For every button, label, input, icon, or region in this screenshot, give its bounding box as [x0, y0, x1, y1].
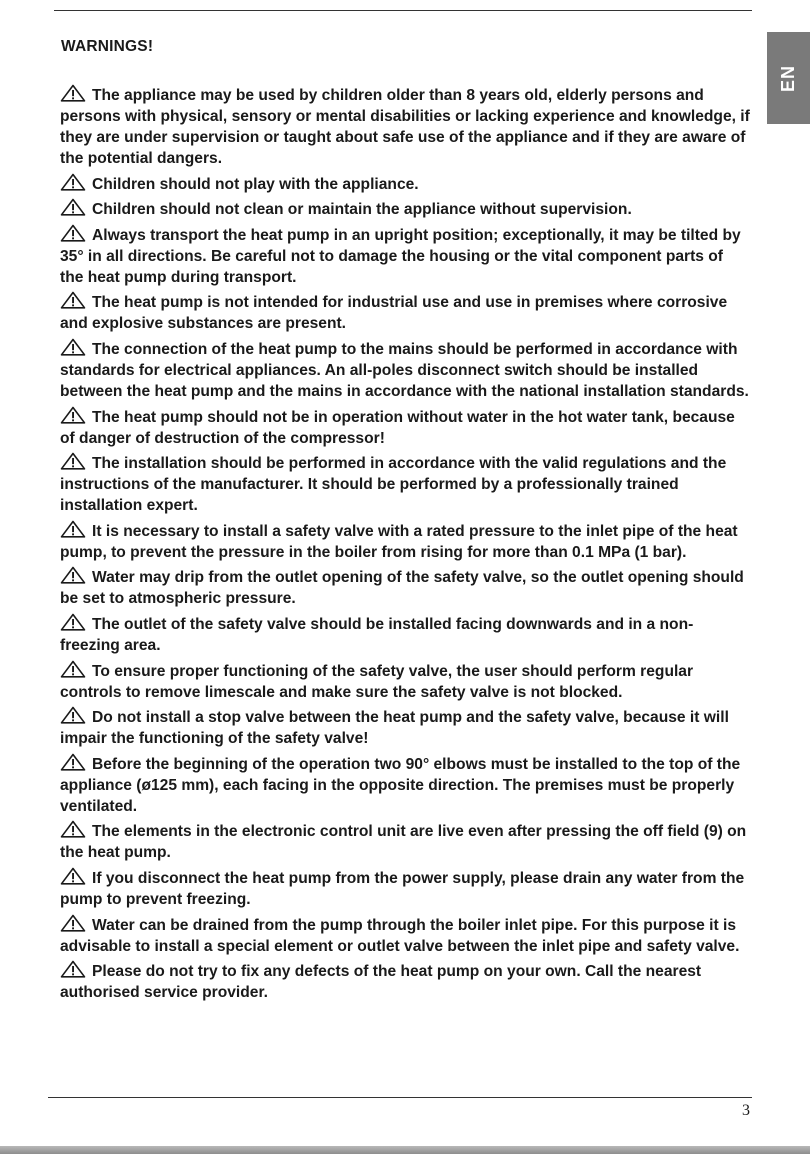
warning-text: Children should not play with the appliance.	[92, 175, 419, 193]
warning-triangle-icon	[60, 338, 86, 356]
language-tab-label: EN	[777, 64, 798, 92]
warning-triangle-icon	[60, 173, 86, 191]
warning-item	[60, 173, 750, 195]
warning-triangle-icon	[60, 914, 86, 932]
warning-text: The elements in the electronic control unit are live even after pressing the off field (9) on the heat pump.	[60, 823, 747, 862]
warning-triangle-icon	[60, 84, 86, 102]
warning-item	[60, 660, 750, 703]
warning-triangle-icon	[60, 960, 86, 978]
warning-text: Always transport the heat pump in an upright position; exceptionally, it may be tilted by 35° in all directions. Be careful not to damage the housing or the vital component parts of the heat pump during transport.	[60, 226, 741, 286]
warning-triangle-icon	[60, 406, 86, 424]
warning-text: The heat pump is not intended for industrial use and use in premises where corrosive and explosive substances are present.	[60, 294, 728, 333]
warning-triangle-icon	[60, 224, 86, 242]
warning-item	[60, 520, 750, 563]
warning-item	[60, 753, 750, 817]
warning-item	[60, 820, 750, 863]
warning-item	[60, 867, 750, 910]
warning-text: The installation should be performed in accordance with the valid regulations and the instructions of the manufacturer. It should be performed by a professionally trained installation expert.	[60, 455, 727, 515]
warning-triangle-icon	[60, 198, 86, 216]
warning-triangle-icon	[60, 613, 86, 631]
warning-text: It is necessary to install a safety valve with a rated pressure to the inlet pipe of the heat pump, to prevent the pressure in the boiler from rising for more than 0.1 MPa (1 bar).	[60, 522, 738, 561]
warning-triangle-icon	[60, 520, 86, 538]
scan-bottom-edge	[0, 1146, 810, 1154]
warning-triangle-icon	[60, 820, 86, 838]
warning-triangle-icon	[60, 291, 86, 309]
warning-text: Before the beginning of the operation two 90° elbows must be installed to the top of the appliance (ø125 mm), each facing in the opposite direction. The premises must be properly ventilated.	[60, 755, 741, 815]
warning-text: Do not install a stop valve between the heat pump and the safety valve, because it will impair the functioning of the safety valve!	[60, 709, 729, 748]
warning-text: The appliance may be used by children older than 8 years old, elderly persons and persons with physical, sensory or mental disabilities or lacking experience and knowledge, if they are under supervision or taught about safe use of the appliance and if they are aware of the potential dangers.	[60, 87, 750, 167]
bottom-rule	[48, 1097, 752, 1098]
warning-text: The connection of the heat pump to the mains should be performed in accordance with standards for electrical appliances. An all-poles disconnect switch should be installed between the heat pump and the mains in accordance with the national installation standards.	[60, 340, 749, 400]
warning-triangle-icon	[60, 753, 86, 771]
page-number: 3	[742, 1102, 750, 1119]
warning-triangle-icon	[60, 660, 86, 678]
warning-text: To ensure proper functioning of the safety valve, the user should perform regular controls to remove limescale and make sure the safety valve is not blocked.	[60, 662, 694, 701]
language-tab	[767, 32, 810, 124]
page-heading: WARNINGS!	[61, 38, 154, 55]
warning-item	[60, 452, 750, 516]
warning-text: Please do not try to fix any defects of the heat pump on your own. Call the nearest authorised service provider.	[60, 963, 702, 1002]
warning-triangle-icon	[60, 867, 86, 885]
warning-triangle-icon	[60, 566, 86, 584]
warning-text: Children should not clean or maintain the appliance without supervision.	[92, 201, 632, 219]
warning-text: If you disconnect the heat pump from the power supply, please drain any water from the pump to prevent freezing.	[60, 869, 745, 908]
warning-item	[60, 566, 750, 609]
warning-item	[60, 613, 750, 656]
warning-item	[60, 960, 750, 1003]
warnings-list	[60, 84, 750, 1007]
warning-text: The outlet of the safety valve should be installed facing downwards and in a non-freezing area.	[60, 615, 694, 654]
warning-item	[60, 84, 750, 169]
top-rule	[54, 10, 752, 11]
warning-item	[60, 291, 750, 334]
warning-text: Water can be drained from the pump through the boiler inlet pipe. For this purpose it is advisable to install a special element or outlet valve between the inlet pipe and safety valve.	[60, 916, 740, 955]
warning-text: Water may drip from the outlet opening of the safety valve, so the outlet opening should be set to atmospheric pressure.	[60, 569, 744, 608]
warning-item	[60, 706, 750, 749]
warning-triangle-icon	[60, 452, 86, 470]
warning-item	[60, 198, 750, 220]
warning-triangle-icon	[60, 706, 86, 724]
warning-item	[60, 224, 750, 288]
warning-item	[60, 914, 750, 957]
warning-item	[60, 338, 750, 402]
warning-text: The heat pump should not be in operation without water in the hot water tank, because of danger of destruction of the compressor!	[60, 408, 735, 447]
warning-item	[60, 406, 750, 449]
